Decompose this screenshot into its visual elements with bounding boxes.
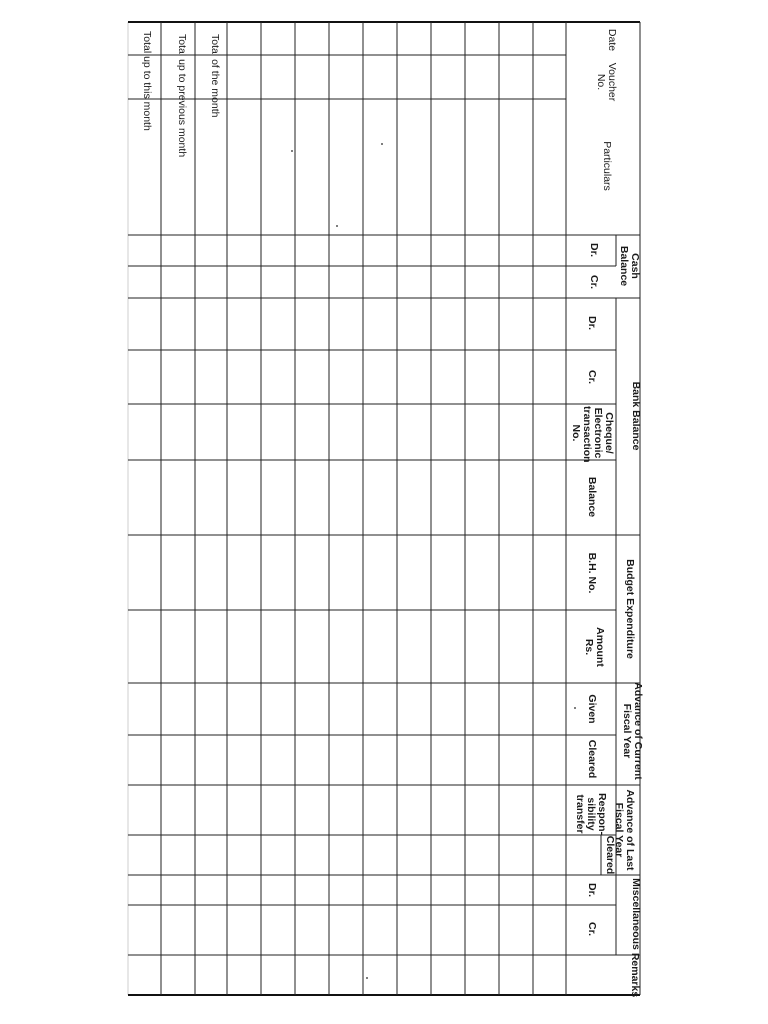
header-bank-cr: Cr.: [586, 369, 598, 384]
scan-speck: [366, 977, 368, 979]
header-cheque-electronic-no: Cheque/ Electronic transaction No.: [569, 406, 615, 463]
scan-speck: [381, 143, 383, 145]
header-cleared-current: Cleared: [586, 739, 598, 779]
header-amount-rs: Amount Rs.: [582, 627, 606, 667]
header-misc-cr: Cr.: [586, 921, 598, 936]
header-bank-balance: Bank Balance: [630, 381, 642, 451]
header-budget-expenditure: Budget Expenditure: [624, 559, 636, 659]
header-cash-dr: Dr.: [588, 242, 600, 257]
total-of-the-month: Total of the month: [209, 34, 221, 118]
header-cleared-last: Cleared: [604, 835, 616, 875]
header-advance-last-fiscal-year: Advance of Last Fiscal Year: [612, 789, 636, 871]
header-cash-cr: Cr.: [588, 274, 600, 289]
header-advance-current-fiscal-year: Advance of Current Fiscal Year: [620, 682, 644, 780]
header-bh-no: B.H. No.: [586, 552, 598, 594]
header-remarks: Remarks: [629, 952, 641, 998]
header-voucher-no: Voucher No.: [594, 62, 618, 102]
scan-speck: [336, 225, 338, 227]
scan-speck: [574, 707, 576, 709]
header-responsibility-transfer: Respon- sibility transfer: [573, 793, 608, 835]
header-bank-balance-col: Balance: [586, 476, 598, 518]
total-up-to-previous-month: Total up to previous month: [176, 34, 188, 158]
header-miscellaneous: Miscellaneous: [630, 878, 642, 950]
header-bank-dr: Dr.: [586, 315, 598, 330]
header-date: Date: [606, 28, 618, 52]
header-particulars: Particulars: [601, 141, 613, 191]
header-given: Given: [586, 694, 598, 724]
total-up-to-this-month: Total up to this month: [141, 31, 153, 131]
header-misc-dr: Dr.: [586, 882, 598, 897]
scan-speck: [291, 150, 293, 152]
header-cash-balance: Cash Balance: [617, 245, 641, 287]
